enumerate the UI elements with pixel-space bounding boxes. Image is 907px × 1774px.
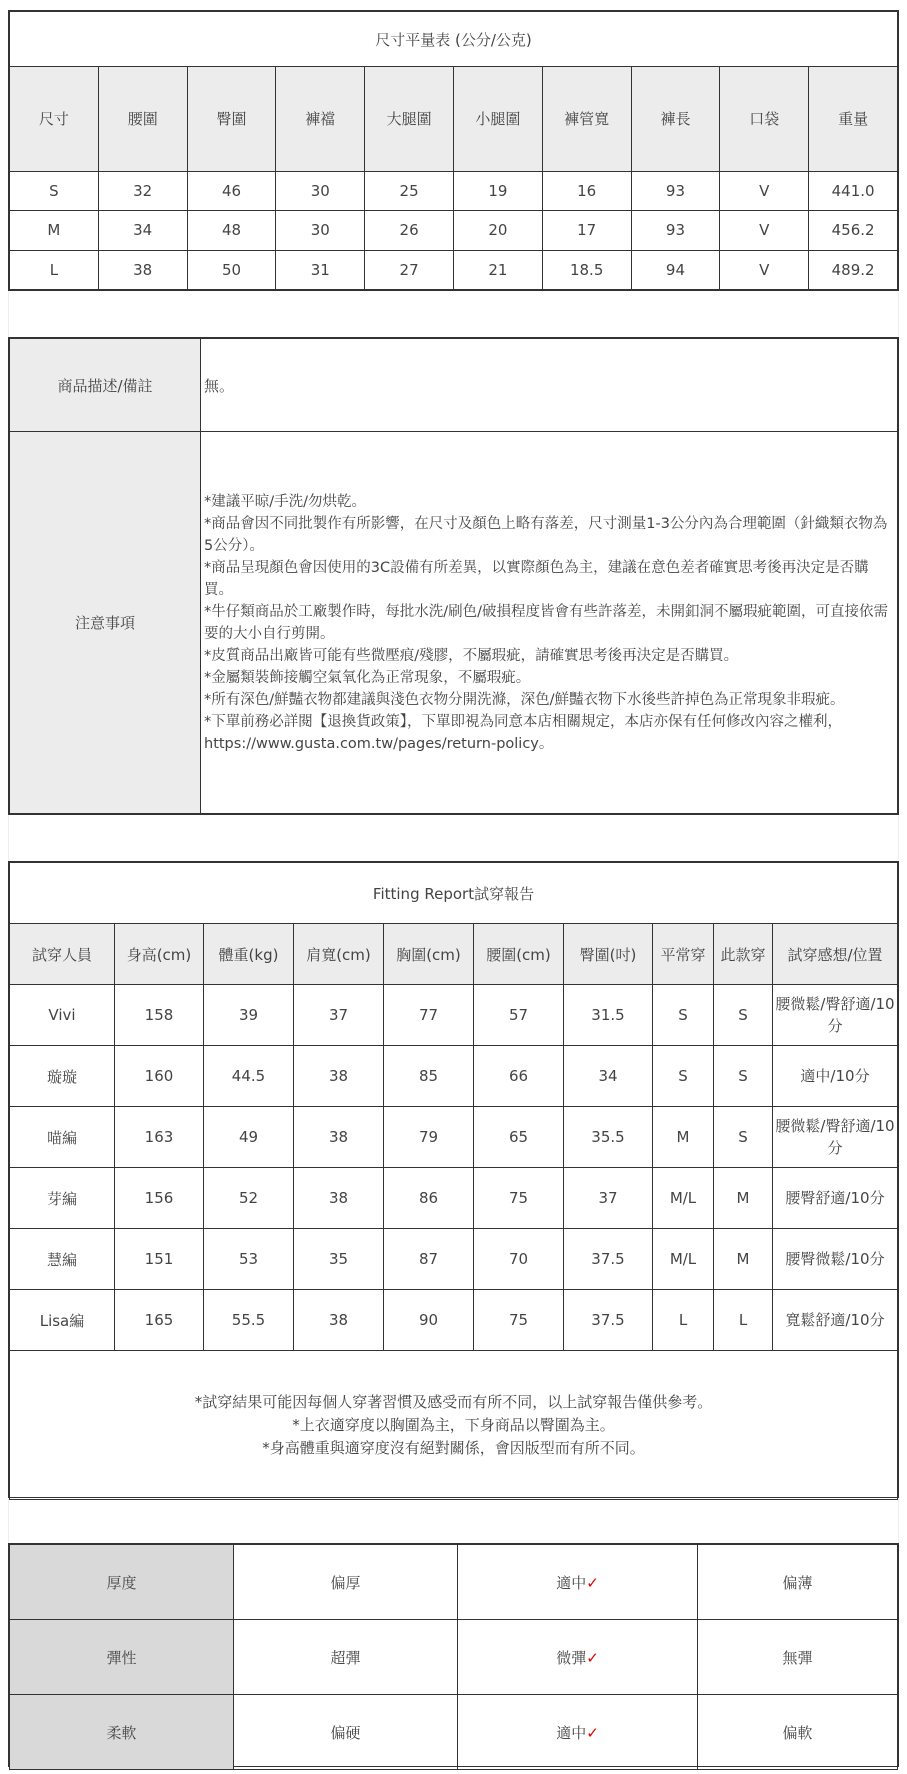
column-header: 褲管寬 <box>542 67 631 172</box>
table-cell: 19 <box>453 171 542 210</box>
table-cell: 94 <box>631 250 720 289</box>
table-row <box>10 1107 898 1168</box>
table-cell: 90 <box>384 1290 474 1351</box>
table-cell: 38 <box>294 1290 384 1351</box>
column-header: 此款穿 <box>714 924 773 985</box>
table-cell: 27 <box>365 250 454 289</box>
rating-option <box>698 1545 898 1620</box>
column-header: 褲襠 <box>276 67 365 172</box>
table-cell: V <box>720 250 809 289</box>
table-cell: S <box>714 1046 773 1107</box>
column-header: 身高(cm) <box>115 924 204 985</box>
column-header: 平常穿 <box>653 924 714 985</box>
table-row <box>10 1290 898 1351</box>
option-label: 偏軟 <box>782 1723 813 1742</box>
table-cell: 77 <box>384 985 474 1046</box>
table-cell: 37.5 <box>564 1290 653 1351</box>
rating-option <box>698 1620 898 1695</box>
table-cell: 93 <box>631 211 720 250</box>
notes-label: 注意事項 <box>10 432 201 814</box>
note-line: *牛仔類商品於工廠製作時，每批水洗/刷色/破損程度皆會有些許落差，未開釦洞不屬瑕疵範圍，可直接依需要的大小自行剪開。 <box>204 603 889 642</box>
table-cell: 49 <box>204 1107 294 1168</box>
table-cell: 75 <box>474 1290 564 1351</box>
table-cell: 腰微鬆/臀舒適/10分 <box>773 1107 898 1168</box>
table-cell: 52 <box>204 1168 294 1229</box>
rating-row <box>10 1695 898 1770</box>
note-line: *皮質商品出廠皆可能有些微壓痕/殘膠，不屬瑕疵，請確實思考後再決定是否購買。 <box>204 647 739 664</box>
table-cell: 70 <box>474 1229 564 1290</box>
column-header: 重量 <box>809 67 898 172</box>
table-row <box>10 1046 898 1107</box>
table-cell: V <box>720 171 809 210</box>
rating-option <box>234 1545 458 1620</box>
table-cell: M <box>10 211 99 250</box>
rating-option <box>458 1545 698 1620</box>
table-cell: 34 <box>564 1046 653 1107</box>
table-cell: 46 <box>187 171 276 210</box>
table-cell: 158 <box>115 985 204 1046</box>
notes-table <box>8 337 899 815</box>
table-cell: 44.5 <box>204 1046 294 1107</box>
description-label: 商品描述/備註 <box>10 339 201 432</box>
table-cell: 腰臀微鬆/10分 <box>773 1229 898 1290</box>
table-cell: M <box>714 1168 773 1229</box>
column-header: 胸圍(cm) <box>384 924 474 985</box>
table-cell: 57 <box>474 985 564 1046</box>
fitting-footnotes <box>10 1351 898 1500</box>
column-header: 口袋 <box>720 67 809 172</box>
table-cell: 31.5 <box>564 985 653 1046</box>
table-cell: 芽編 <box>10 1168 115 1229</box>
table-cell: 441.0 <box>809 171 898 210</box>
table-cell: 26 <box>365 211 454 250</box>
table-cell: S <box>10 171 99 210</box>
check-icon: ✓ <box>586 1573 599 1592</box>
option-label: 無彈 <box>782 1648 813 1667</box>
size-table-title: 尺寸平量表 (公分/公克) <box>10 12 898 67</box>
table-cell: 53 <box>204 1229 294 1290</box>
table-cell: 30 <box>276 211 365 250</box>
table-cell: V <box>720 211 809 250</box>
option-label: 偏厚 <box>330 1573 361 1592</box>
option-label: 超彈 <box>330 1648 361 1667</box>
table-cell: 165 <box>115 1290 204 1351</box>
table-cell: S <box>653 985 714 1046</box>
fitting-report-table <box>8 861 899 1498</box>
table-cell: 喵編 <box>10 1107 115 1168</box>
table-cell: M/L <box>653 1229 714 1290</box>
table-cell: 65 <box>474 1107 564 1168</box>
table-cell: S <box>714 985 773 1046</box>
rating-label: 彈性 <box>10 1620 234 1695</box>
footnote: *身高體重與適穿度沒有絕對關係，會因版型而有所不同。 <box>262 1438 645 1457</box>
spacer <box>8 1498 899 1543</box>
rating-row <box>10 1620 898 1695</box>
spacer <box>8 815 899 861</box>
rating-option <box>234 1620 458 1695</box>
option-label: 適中 <box>556 1723 587 1742</box>
column-header: 試穿人員 <box>10 924 115 985</box>
table-row <box>10 1229 898 1290</box>
rating-label: 厚度 <box>10 1545 234 1620</box>
option-label: 偏薄 <box>782 1573 813 1592</box>
table-cell: 18.5 <box>542 250 631 289</box>
option-label: 適中 <box>556 1573 587 1592</box>
column-header: 臀圍 <box>187 67 276 172</box>
check-icon: ✓ <box>586 1723 599 1742</box>
table-cell: 87 <box>384 1229 474 1290</box>
table-cell: L <box>10 250 99 289</box>
table-cell: 31 <box>276 250 365 289</box>
table-row <box>10 250 898 289</box>
table-cell: 38 <box>98 250 187 289</box>
table-row <box>10 985 898 1046</box>
table-cell: 456.2 <box>809 211 898 250</box>
table-cell: Vivi <box>10 985 115 1046</box>
column-header: 褲長 <box>631 67 720 172</box>
rating-option <box>698 1695 898 1770</box>
note-line: *商品呈現顏色會因使用的3C設備有所差異，以實際顏色為主，建議在意色差者確實思考後再決定是否購買。 <box>204 559 869 598</box>
fitting-header <box>10 924 898 985</box>
column-header: 肩寬(cm) <box>294 924 384 985</box>
table-cell: 86 <box>384 1168 474 1229</box>
table-cell: 79 <box>384 1107 474 1168</box>
table-cell: 163 <box>115 1107 204 1168</box>
note-line: *金屬類裝飾接觸空氣氧化為正常現象，不屬瑕疵。 <box>204 669 531 686</box>
table-cell: 16 <box>542 171 631 210</box>
table-cell: 17 <box>542 211 631 250</box>
column-header: 體重(kg) <box>204 924 294 985</box>
table-cell: 34 <box>98 211 187 250</box>
table-cell: 寬鬆舒適/10分 <box>773 1290 898 1351</box>
table-cell: 38 <box>294 1107 384 1168</box>
column-header: 小腿圍 <box>453 67 542 172</box>
table-cell: M <box>714 1229 773 1290</box>
table-row <box>10 171 898 210</box>
column-header: 腰圍 <box>98 67 187 172</box>
table-cell: 66 <box>474 1046 564 1107</box>
table-cell: 50 <box>187 250 276 289</box>
table-cell: 25 <box>365 171 454 210</box>
table-cell: M <box>653 1107 714 1168</box>
rating-label: 柔軟 <box>10 1695 234 1770</box>
table-cell: L <box>653 1290 714 1351</box>
table-cell: 20 <box>453 211 542 250</box>
note-line: *商品會因不同批製作有所影響，在尺寸及顏色上略有落差，尺寸測量1-3公分內為合理範圍（針織類衣物為5公分）。 <box>204 515 888 554</box>
table-cell: M/L <box>653 1168 714 1229</box>
table-cell: S <box>653 1046 714 1107</box>
table-cell: 21 <box>453 250 542 289</box>
table-cell: 48 <box>187 211 276 250</box>
table-cell: 30 <box>276 171 365 210</box>
table-row <box>10 211 898 250</box>
option-label: 微彈 <box>556 1648 587 1667</box>
fitting-title: Fitting Report試穿報告 <box>10 863 898 924</box>
size-table <box>8 10 899 291</box>
table-cell: 55.5 <box>204 1290 294 1351</box>
table-cell: 489.2 <box>809 250 898 289</box>
table-cell: 151 <box>115 1229 204 1290</box>
table-cell: 腰微鬆/臀舒適/10分 <box>773 985 898 1046</box>
table-cell: 160 <box>115 1046 204 1107</box>
table-cell: 32 <box>98 171 187 210</box>
table-cell: 慧編 <box>10 1229 115 1290</box>
table-cell: 37.5 <box>564 1229 653 1290</box>
column-header: 臀圍(吋) <box>564 924 653 985</box>
column-header: 大腿圍 <box>365 67 454 172</box>
table-cell: 37 <box>564 1168 653 1229</box>
note-line: *所有深色/鮮豔衣物都建議與淺色衣物分開洗滌，深色/鮮豔衣物下水後些許掉色為正常現象非瑕疵。 <box>204 691 845 708</box>
table-cell: 35 <box>294 1229 384 1290</box>
table-cell: 93 <box>631 171 720 210</box>
table-cell: S <box>714 1107 773 1168</box>
description-value: 無。 <box>201 339 898 432</box>
rating-option <box>458 1620 698 1695</box>
notes-content <box>201 432 898 814</box>
footnote: *上衣適穿度以胸圍為主，下身商品以臀圍為主。 <box>292 1415 615 1434</box>
table-cell: 39 <box>204 985 294 1046</box>
rating-option <box>234 1695 458 1770</box>
check-icon: ✓ <box>586 1648 599 1667</box>
table-cell: 適中/10分 <box>773 1046 898 1107</box>
ratings-table <box>8 1543 899 1767</box>
table-cell: 38 <box>294 1046 384 1107</box>
footnote: *試穿結果可能因每個人穿著習慣及感受而有所不同，以上試穿報告僅供參考。 <box>194 1392 713 1411</box>
table-row <box>10 1168 898 1229</box>
table-cell: 38 <box>294 1168 384 1229</box>
option-label: 偏硬 <box>330 1723 361 1742</box>
column-header: 試穿感想/位置 <box>773 924 898 985</box>
table-cell: 85 <box>384 1046 474 1107</box>
column-header: 尺寸 <box>10 67 99 172</box>
size-table-header <box>10 67 898 172</box>
table-cell: Lisa編 <box>10 1290 115 1351</box>
table-cell: 37 <box>294 985 384 1046</box>
rating-row <box>10 1545 898 1620</box>
table-cell: 35.5 <box>564 1107 653 1168</box>
note-line: *下單前務必詳閱【退換貨政策】，下單即視為同意本店相關規定，本店亦保有任何修改內容之權利，https://www.gusta.com.tw/pages/return-policy。 <box>204 713 842 752</box>
spacer <box>8 291 899 337</box>
table-cell: 156 <box>115 1168 204 1229</box>
note-line: *建議平晾/手洗/勿烘乾。 <box>204 493 367 510</box>
rating-option <box>458 1695 698 1770</box>
table-cell: 腰臀舒適/10分 <box>773 1168 898 1229</box>
table-cell: 75 <box>474 1168 564 1229</box>
table-cell: L <box>714 1290 773 1351</box>
table-cell: 璇璇 <box>10 1046 115 1107</box>
column-header: 腰圍(cm) <box>474 924 564 985</box>
